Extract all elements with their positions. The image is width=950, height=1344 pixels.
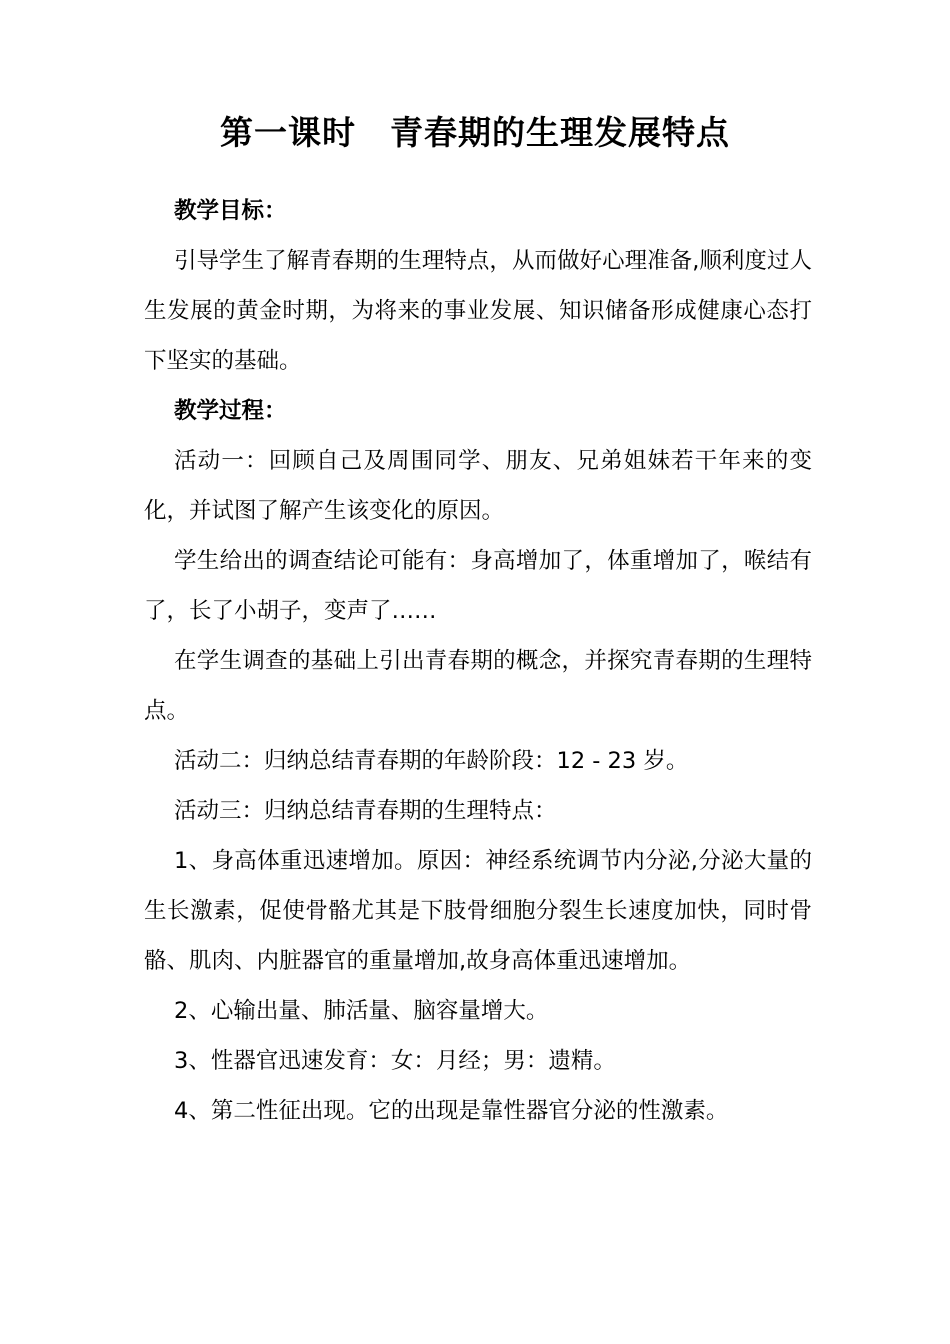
student-conclusion-paragraph: 学生给出的调查结论可能有：身高增加了，体重增加了，喉结有了，长了小胡子，变声了……	[144, 548, 812, 624]
concept-intro-paragraph: 在学生调查的基础上引出青春期的概念，并探究青春期的生理特点。	[144, 648, 812, 724]
point-four-paragraph: 4、第二性征出现。它的出现是靠性器官分泌的性激素。	[174, 1098, 729, 1124]
document-body	[144, 186, 812, 1136]
point-three-paragraph: 3、性器官迅速发育：女：月经；男：遗精。	[174, 1048, 616, 1074]
point-one-paragraph: 1、身高体重迅速增加。原因：神经系统调节内分泌,分泌大量的生长激素，促使骨骼尤其是下肢骨细胞分裂生长速度加快，同时骨骼、肌肉、内脏器官的重量增加,故身高体重迅速增加。	[144, 848, 812, 974]
activity-one-paragraph: 活动一：回顾自己及周围同学、朋友、兄弟姐妹若干年来的变化，并试图了解产生该变化的原因。	[144, 448, 812, 524]
objective-paragraph: 引导学生了解青春期的生理特点，从而做好心理准备,顺利度过人生发展的黄金时期，为将来的事业发展、知识储备形成健康心态打下坚实的基础。	[144, 248, 812, 374]
page-title: 第一课时 青春期的生理发展特点	[220, 113, 730, 152]
process-heading: 教学过程：	[174, 398, 287, 424]
activity-two-paragraph: 活动二：归纳总结青春期的年龄阶段：12 - 23 岁。	[174, 748, 689, 774]
activity-three-paragraph: 活动三：归纳总结青春期的生理特点：	[174, 798, 557, 824]
point-two-paragraph: 2、心输出量、肺活量、脑容量增大。	[174, 998, 549, 1024]
objective-heading: 教学目标：	[174, 198, 287, 224]
